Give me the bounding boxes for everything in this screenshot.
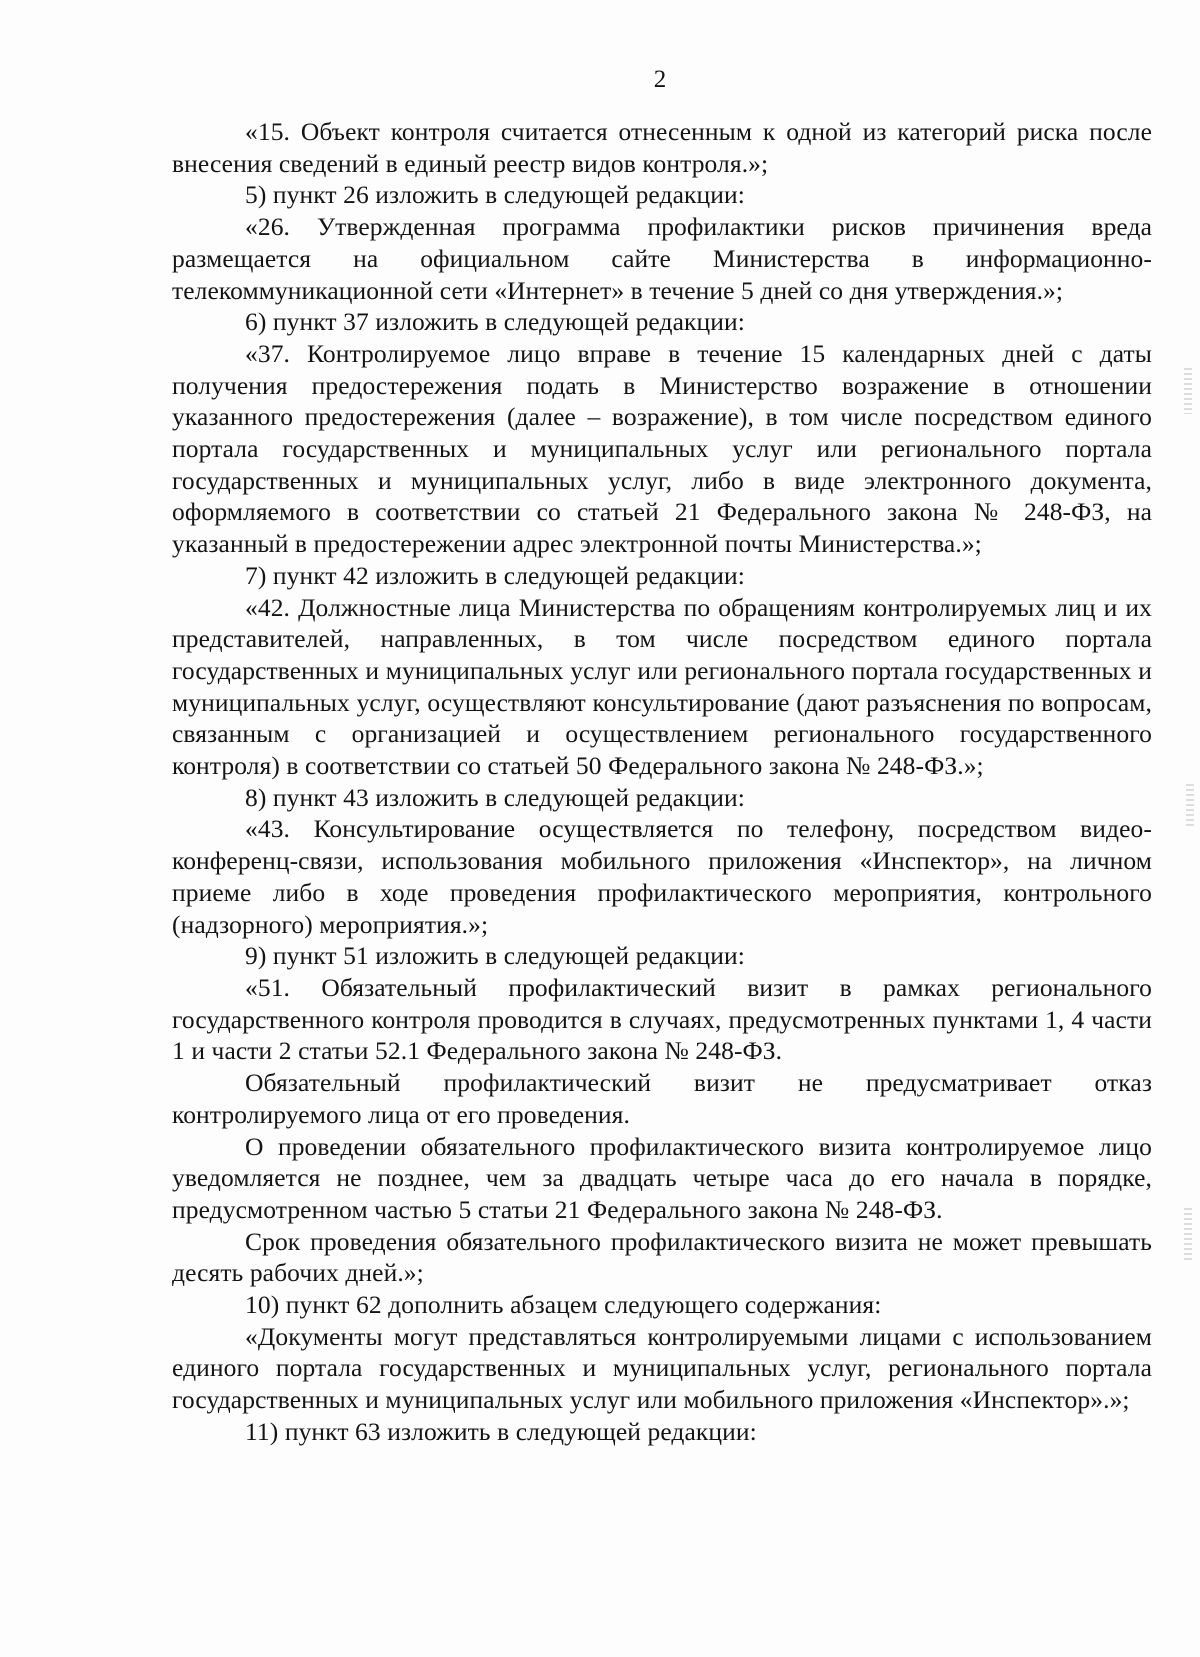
document-body <box>172 116 1152 1448</box>
page-number: 2 <box>653 66 667 93</box>
paragraph-13: О проведении обязательного профилактического визита контролируемое лицо уведомляется не позднее, чем за двадцать четыре часа до его начала в порядке, предусмотренном частью 5 статьи 21 Федерального закона № 248-ФЗ. <box>172 1131 1152 1224</box>
paragraph-6: 7) пункт 42 изложить в следующей редакции: <box>245 560 745 590</box>
scan-artifact-top <box>1184 368 1192 414</box>
paragraph-1: «15. Объект контроля считается отнесенным к одной из категорий риска после внесения сведений в единый реестр видов контроля.»; <box>172 117 1152 178</box>
scan-artifact-middle <box>1186 784 1194 826</box>
paragraph-3: «26. Утвержденная программа профилактики рисков причинения вреда размещается на официальном сайте Министерства в информационно-телекоммуникационной сети «Интернет» в течение 5 дней со дня утверждения.»; <box>172 212 1152 305</box>
paragraph-2: 5) пункт 26 изложить в следующей редакции: <box>245 180 745 210</box>
scan-artifact-bottom <box>1184 1208 1192 1260</box>
paragraph-10: 9) пункт 51 изложить в следующей редакции: <box>245 941 745 971</box>
paragraph-12: Обязательный профилактический визит не предусматривает отказ контролируемого лица от его проведения. <box>172 1068 1152 1129</box>
paragraph-11: «51. Обязательный профилактический визит в рамках регионального государственного контроля проводится в случаях, предусмотренных пунктами 1, 4 части 1 и части 2 статьи 52.1 Федерального закона № 248-ФЗ. <box>172 972 1152 1066</box>
paragraph-14: Срок проведения обязательного профилактического визита не может превышать десять рабочих дней.»; <box>172 1226 1152 1288</box>
paragraph-15: 10) пункт 62 дополнить абзацем следующего содержания: <box>245 1290 882 1320</box>
paragraph-17: 11) пункт 63 изложить в следующей редакции: <box>245 1416 757 1446</box>
paragraph-16: «Документы могут представляться контролируемыми лицами с использованием единого портала государственных и муниципальных услуг, регионального портала государственных и муниципальных услуг или мобильного приложения «Инспектор».»; <box>172 1321 1152 1415</box>
paragraph-5: «37. Контролируемое лицо вправе в течение 15 календарных дней с даты получения предостережения подать в Министерство возражение в отношении указанного предостережения (далее – возражение), в том числе посредством единого портала государственных и муниципальных услуг или регионального портала государственных и муниципальных услуг, либо в виде электронного документа, оформляемого в соответствии со статьей 21 Федерального закона № 248-ФЗ, на указанный в предостережении адрес электронной почты Министерства.»; <box>172 338 1152 559</box>
paragraph-9: «43. Консультирование осуществляется по телефону, посредством видео-конференц-связи, использования мобильного приложения «Инспектор», на личном приеме либо в ходе проведения профилактического мероприятия, контрольного (надзорного) мероприятия.»; <box>172 814 1152 939</box>
paragraph-7: «42. Должностные лица Министерства по обращениям контролируемых лиц и их представителей, направленных, в том числе посредством единого портала государственных и муниципальных услуг или регионального портала государственных и муниципальных услуг, осуществляют консультирование (дают разъяснения по вопросам, связанным с организацией и осуществлением регионального государственного контроля) в соответствии со статьей 50 Федерального закона № 248-ФЗ.»; <box>172 592 1152 781</box>
paragraph-8: 8) пункт 43 изложить в следующей редакции: <box>245 782 745 812</box>
paragraph-4: 6) пункт 37 изложить в следующей редакции: <box>245 307 745 337</box>
